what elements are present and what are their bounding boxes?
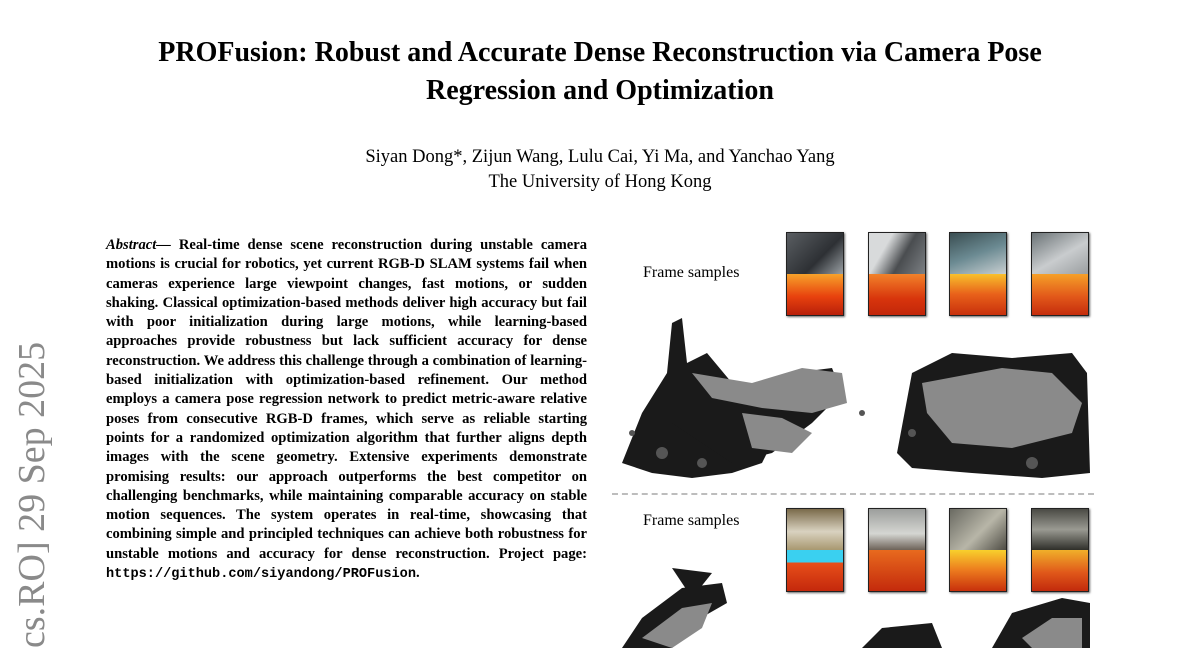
figure-divider <box>612 493 1094 495</box>
abstract-label: Abstract <box>106 237 157 253</box>
frame-samples-label-top: Frame samples <box>643 264 740 281</box>
frame-samples-label-bottom: Frame samples <box>643 512 740 529</box>
reconstruction-bottom <box>612 568 1094 648</box>
frame-sample-thumb <box>868 232 926 316</box>
frame-sample-thumb <box>786 232 844 316</box>
affiliation: The University of Hong Kong <box>488 172 712 192</box>
abstract-text: Real-time dense scene reconstruction during unstable camera motions is crucial for robotics, yet current RGB-D SLAM systems fail when cameras experience large viewpoint changes, fast motions, or sudden shaking. Classical optimization-based methods deliver high accuracy but fail with poor initialization during large motions, while learning-based approaches provide robustness but lack sufficient accuracy for dense reconstruction. We address this challenge through a combination of learning-based initialization with optimization-based refinement. Our method employs a camera pose regression network to predict metric-aware relative poses from consecutive RGB-D frames, which serve as reliable starting points for a randomized optimization algorithm that further aligns depth images with the scene geometry. Extensive experiments demonstrate promising results: our approach outperforms the best competitor on challenging benchmarks, while maintaining comparable accuracy on stable motion sequences. The system operates in real-time, showcasing that combining simple and principled techniques can achieve both robustness for unstable motions and accuracy for dense reconstruction. Project page: <box>106 237 587 562</box>
frame-sample-thumb <box>1031 232 1089 316</box>
frame-sample-thumb <box>949 232 1007 316</box>
project-url[interactable]: https://github.com/siyandong/PROFusion <box>106 567 416 583</box>
teaser-figure <box>612 228 1094 648</box>
arxiv-identifier: cs.RO] 29 Sep 2025 <box>11 341 53 648</box>
author-block <box>100 145 1100 195</box>
reconstruction-top <box>612 313 1094 483</box>
paper-title: PROFusion: Robust and Accurate Dense Reconstruction via Camera Pose Regression and Optimization <box>158 37 1042 106</box>
author-list: Siyan Dong*, Zijun Wang, Lulu Cai, Yi Ma, and Yanchao Yang <box>365 147 835 167</box>
abstract: Abstract— Real-time dense scene reconstruction during unstable camera motions is crucial for robotics, yet current RGB-D SLAM systems fail when cameras experience large viewpoint changes, fast motions, or sudden shaking. Classical optimization-based methods deliver high accuracy but fail with poor initialization during large motions, while learning-based approaches provide robustness but lack sufficient accuracy for dense reconstruction. We address this challenge through a combination of learning-based initialization with optimization-based refinement. Our method employs a camera pose regression network to predict metric-aware relative poses from consecutive RGB-D frames, which serve as reliable starting points for a randomized optimization algorithm that further aligns depth images with the scene geometry. Extensive experiments demonstrate promising results: our approach outperforms the best competitor on challenging benchmarks, while maintaining comparable accuracy on stable motion sequences. The system operates in real-time, showcasing that combining simple and principled techniques can achieve both robustness for unstable motions and accuracy for dense reconstruction. Project page: https://github.com/siyandong/PROFusion. <box>106 237 587 583</box>
